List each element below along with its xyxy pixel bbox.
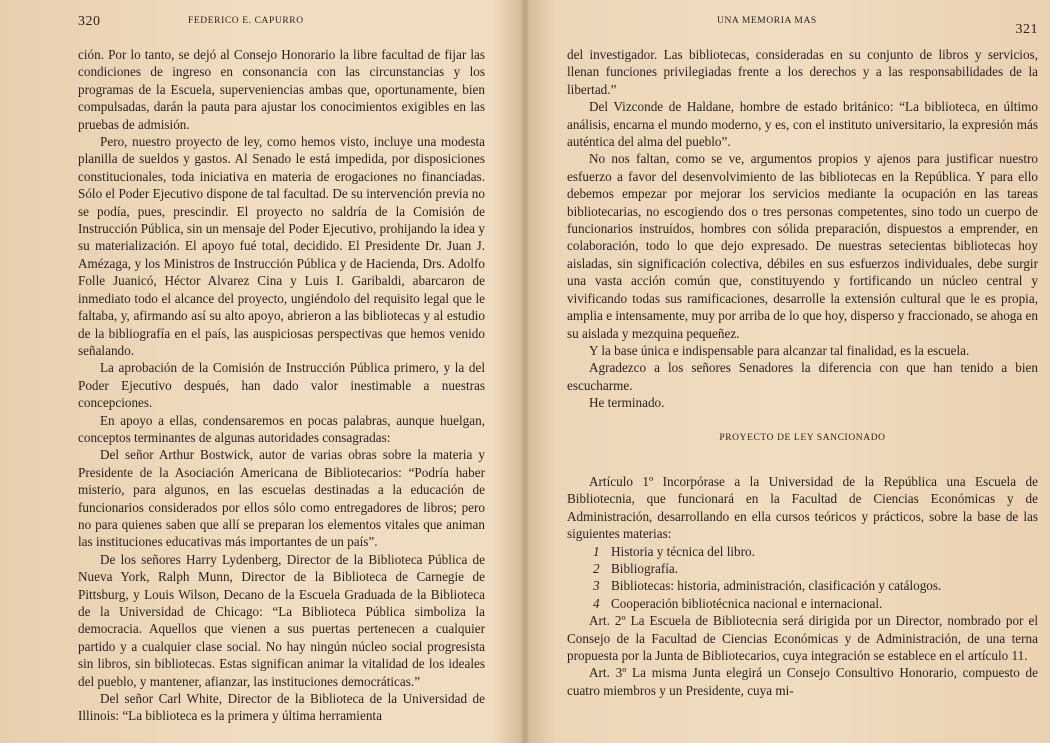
paragraph: De los señores Harry Lydenberg, Director de la Biblioteca Pública de Nueva York, Ralph Munn, Director de la Biblioteca de Carnegie de Pittsburg, y Louis Wilson, Decano de la Escuela Graduada de la Biblioteca de la Universidad de Chicago: “La Biblioteca Pública simboliza la democracia. Aquellos que vienen a sus puertas pertenecen a cualquier partido y a cualquier clase social. No hay ningún núcleo social progresista sin libros, sin bibliotecas. Estas significan animar la vitalidad de los ideales del pueblo, y mantener, afianzar, las instituciones democráticas.” <box>78 551 485 689</box>
article-3: Art. 3º La misma Junta elegirá un Consejo Consultivo Honorario, compuesto de cuatro miembros y un Presidente, cuya mi- <box>567 665 1038 698</box>
list-item-text: Historia y técnica del libro. <box>611 543 755 559</box>
right-page-header <box>567 14 1038 38</box>
paragraph: Pero, nuestro proyecto de ley, como hemos visto, incluye una modesta planilla de sueldos y gastos. Al Senado le está impedida, por disposiciones constitucionales, toda iniciativa en materia de erogaciones no financiadas. Sólo el Poder Ejecutivo dispone de tal facultad. De su intervención previa no se podía, pues, prescindir. El proyecto no saldría de la Comisión de Instrucción Pública, sin un mensaje del Poder Ejecutivo, prohijando la idea y su materialización. El apoyo fué total, decidido. El Presidente Dr. Juan J. Amézaga, y los Ministros de Instrucción Pública y de Hacienda, Drs. Adolfo Folle Juanicó, Héctor Alvarez Cina y Luis I. Garibaldi, abarcaron de inmediato todo el alcance del proyecto, ungiéndolo del requisito legal que le faltaba, y, afirmando así su alto apoyo, abrieron a las bibliotecas y al estudio de la bibliografía en el país, las auspiciosas perspectivas que hemos venido señalando. <box>78 134 485 358</box>
page-number: 320 <box>78 14 101 29</box>
book-gutter <box>520 0 530 743</box>
article-1: Artículo 1º Incorpórase a la Universidad de la República una Escuela de Bibliotecnia, que funcionará en la Facultad de Ciencias Económicas y de Administración, desarrollando en ella cursos teóricos y prácticos, sobre la base de las siguientes materias: <box>567 473 1038 542</box>
paragraph: del investigador. Las bibliotecas, consideradas en su conjunto de libros y servicios, llenan funciones privilegiadas frente a los derechos y a las responsabilidades de la libertad.” <box>567 47 1038 97</box>
paragraph: No nos faltan, como se ve, argumentos propios y ajenos para justificar nuestro esfuerzo a favor del desenvolvimiento de las bibliotecas en la República. Y para ello debemos empezar por mejorar los servicios mediante la ocupación en las tareas bibliotecarias, no escogiendo dos o tres personas competentes, sino todo un cuerpo de funcionarios instruídos, hombres con sólida preparación, dispuestos a emprender, en colaboración, todo lo que dejo expresado. De nuestras setecientas bibliotecas hoy aisladas, sin significación colectiva, débiles en sus esfuerzos individuales, debe surgir una vasta acción común que, constituyendo y fortificando un núcleo central y vivificando todas sus ramificaciones, desarrolle la extensión cultural que le es propia, amplia e intensamente, muy por arriba de lo que hoy, disperso y fraccionado, se ahoga en su aislada y mezquina pequeñez. <box>567 151 1038 341</box>
list-item-number: 4 <box>593 595 600 611</box>
left-page-header <box>78 14 485 38</box>
paragraph: En apoyo a ellas, condensaremos en pocas palabras, aunque huelgan, conceptos terminantes de algunas autoridades consagradas: <box>78 412 485 445</box>
right-page <box>525 0 1050 743</box>
list-item <box>593 595 1038 612</box>
article-2: Art. 2º La Escuela de Bibliotecnia será dirigida por un Director, nombrado por el Consejo de la Facultad de Ciencias Económicas y de Administración, de una terna propuesta por la Junta de Bibliotecarios, cuya integración se establece en el artículo 11. <box>567 613 1038 663</box>
paragraph: Y la base única e indispensable para alcanzar tal finalidad, es la escuela. <box>589 342 970 358</box>
list-item <box>593 543 1038 560</box>
section-title: PROYECTO DE LEY SANCIONADO <box>719 432 886 443</box>
list-item-number: 1 <box>593 543 600 559</box>
right-page-body <box>567 46 1038 699</box>
running-head: FEDERICO E. CAPURRO <box>188 16 304 26</box>
running-head: UNA MEMORIA MAS <box>717 16 817 26</box>
paragraph: ción. Por lo tanto, se dejó al Consejo Honorario la libre facultad de fijar las condiciones de ingreso en consonancia con las circunstancias y los programas de la Escuela, superveniencias ambas que, oportunamente, bien compulsadas, darán la pauta para ajustar los conocimientos exigibles en las pruebas de admisión. <box>78 47 485 132</box>
list-item-text: Bibliotecas: historia, administración, clasificación y catálogos. <box>611 578 942 594</box>
paragraph: He terminado. <box>589 395 665 411</box>
list-item-number: 3 <box>593 578 600 594</box>
paragraph: Del señor Carl White, Director de la Biblioteca de la Universidad de Illinois: “La biblioteca es la primera y última herramienta <box>78 691 485 724</box>
paragraph: Del señor Arthur Bostwick, autor de varias obras sobre la materia y Presidente de la Asociación Americana de Bibliotecarios: “Podría haber misterio, para algunos, en las escuelas destinadas a la educación de funcionarios considerados por ellos sólo como entregadores de libros; pero no para quienes saben que allí se preparan los elementos vitales que animan las instituciones educativas más importantes de un país”. <box>78 447 485 550</box>
page-number: 321 <box>1015 22 1038 37</box>
list-item-number: 2 <box>593 560 600 576</box>
paragraph: La aprobación de la Comisión de Instrucción Pública primero, y la del Poder Ejecutivo después, han dado valor inestimable a nuestras concepciones. <box>78 360 485 411</box>
paragraph: Agradezco a los señores Senadores la diferencia con que han tenido a bien escucharme. <box>567 360 1038 393</box>
list-item <box>593 577 1038 594</box>
left-page-body <box>78 46 485 725</box>
list-item-text: Bibliografía. <box>611 560 679 576</box>
paragraph: Del Vizconde de Haldane, hombre de estado británico: “La biblioteca, en último análisis, encarna el mundo moderno, y es, con el instituto universitario, la expresión más auténtica del alma del pueblo”. <box>567 99 1038 150</box>
list-item <box>593 560 1038 577</box>
materias-list <box>567 543 1038 613</box>
list-item-text: Cooperación bibliotécnica nacional e internacional. <box>611 595 883 611</box>
